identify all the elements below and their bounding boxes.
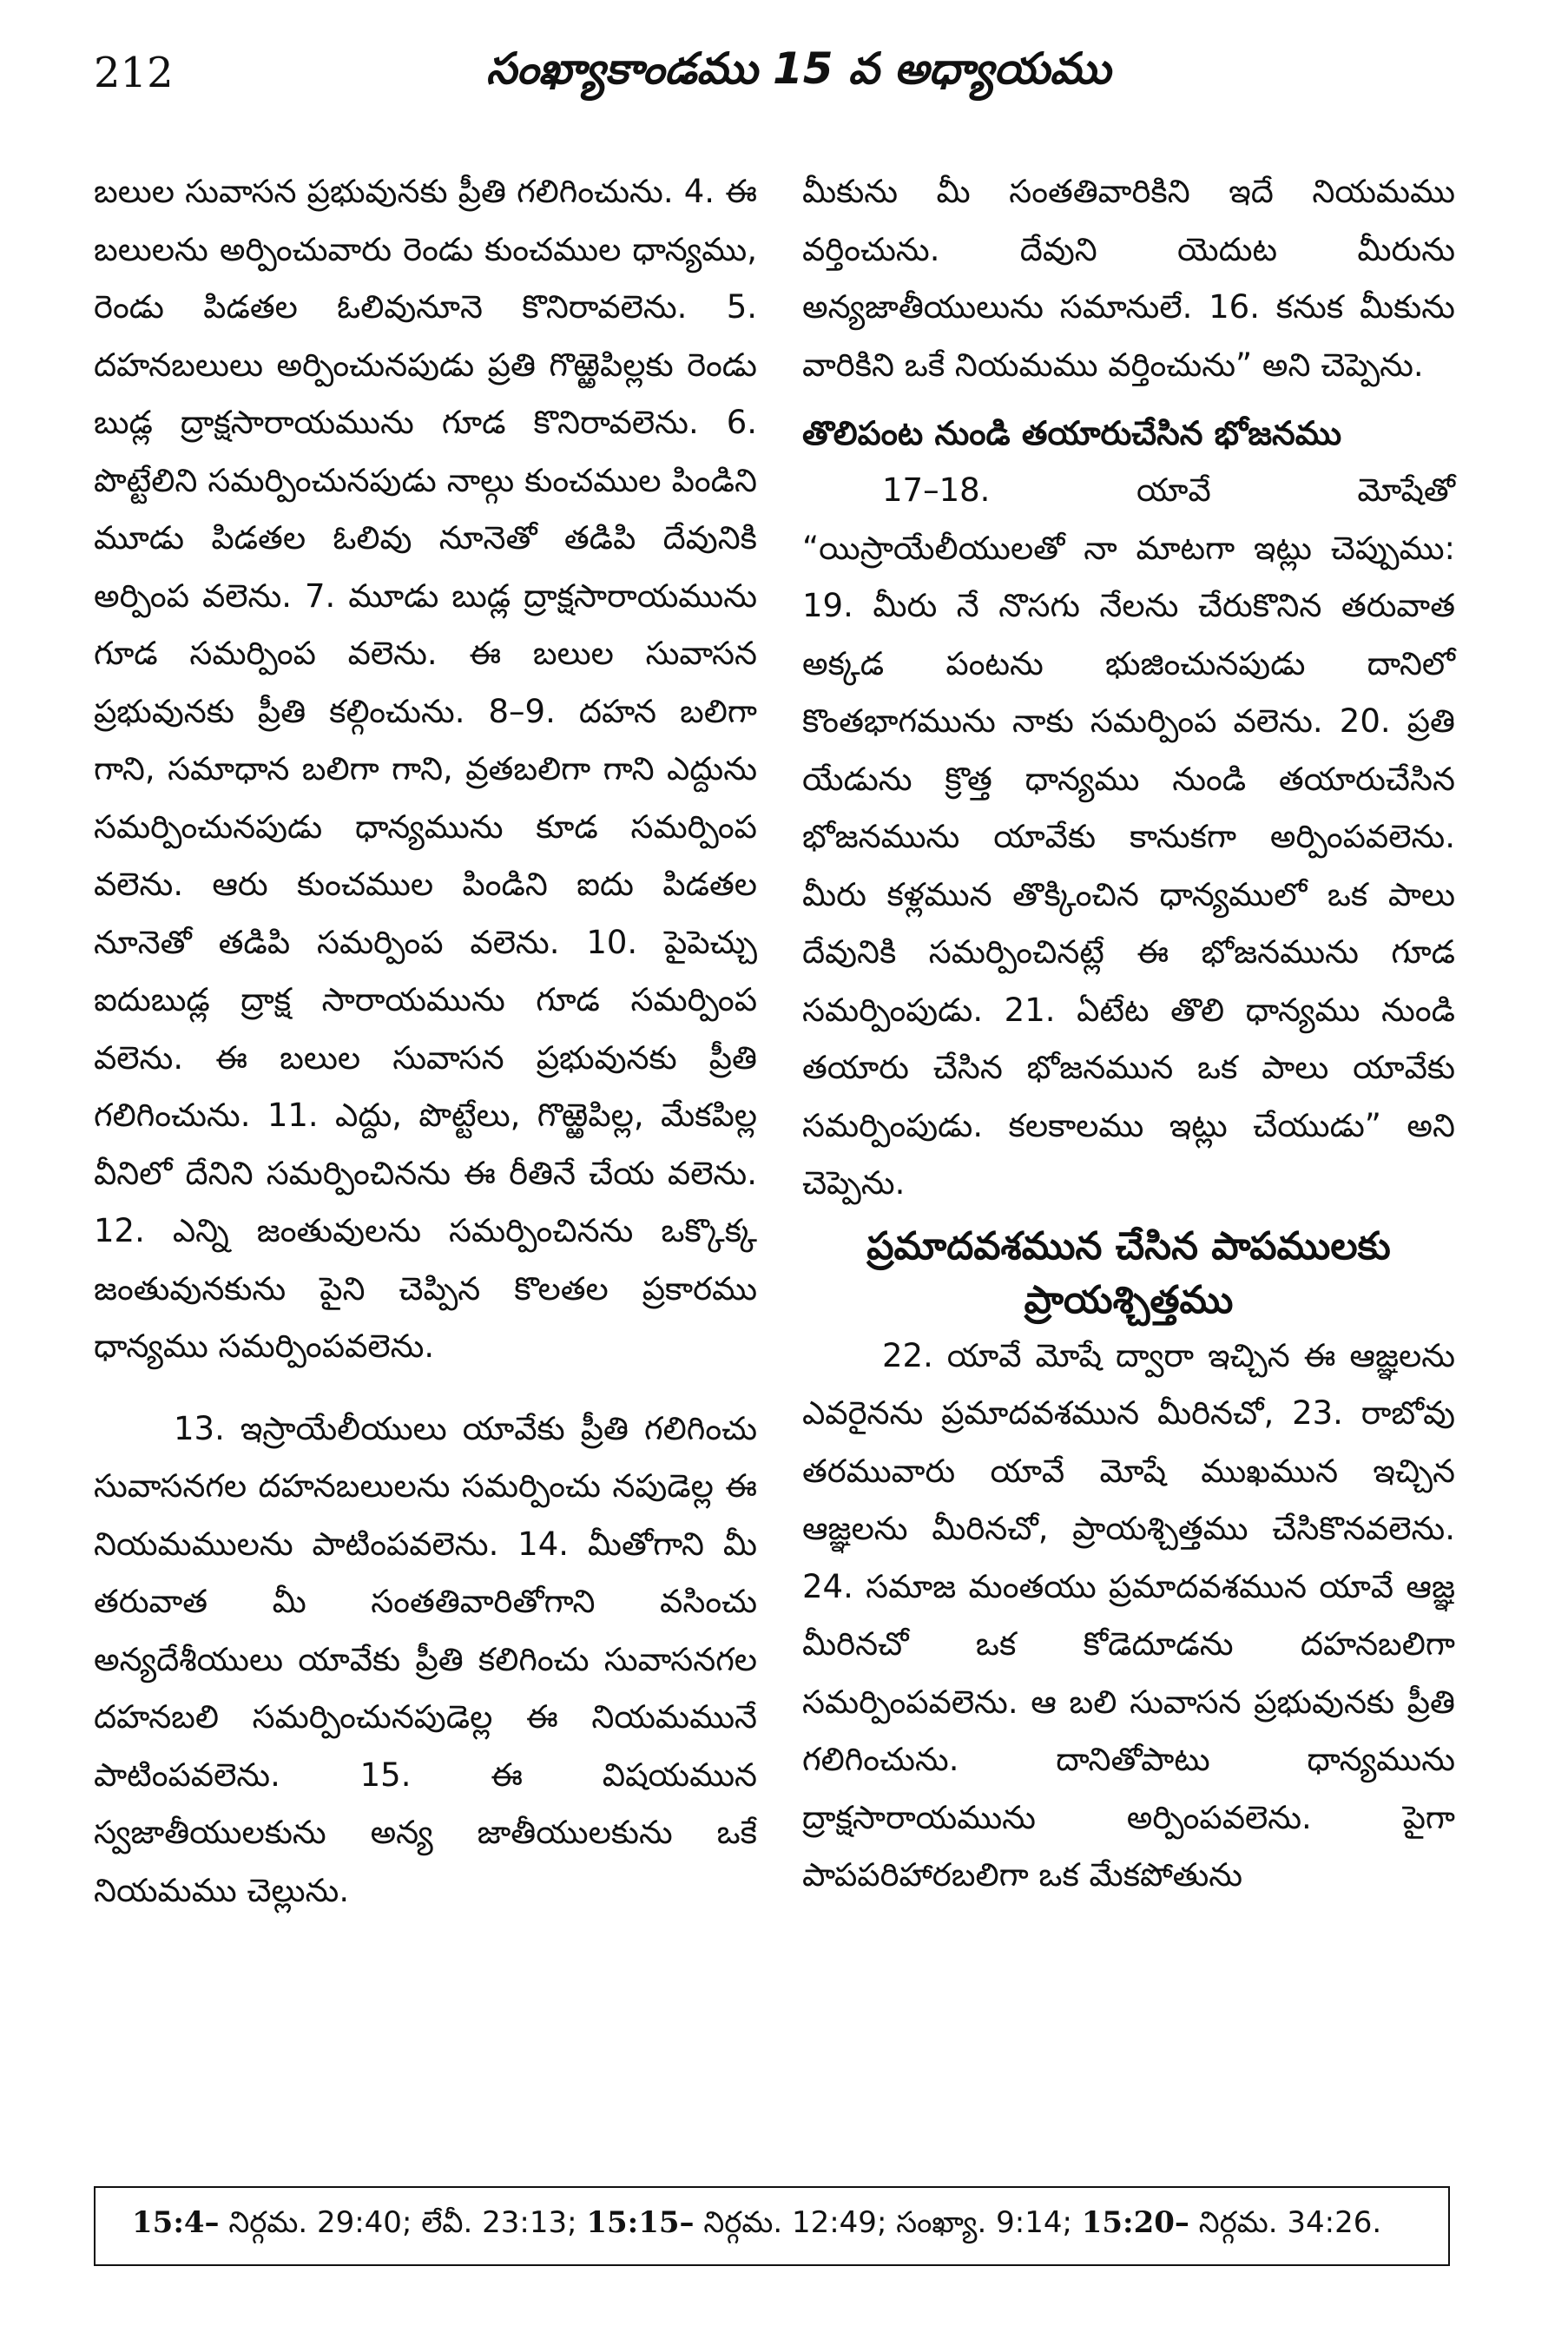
page-number: 212 <box>94 49 174 97</box>
right-paragraph-1: మీకును మీ సంతతివారికిని ఇదే నియమము వర్తించును. దేవుని యెదుట మీరును అన్యజాతీయులును సమానులే. 16. కనుక మీకును వారికిని ఒకే నియమము వర్తించును” అని చెప్పెను. <box>802 173 1455 384</box>
footnote-content <box>132 2205 1381 2247</box>
section-heading-atonement: ప్రమాదవశమున చేసిన పాపములకు ప్రాయశ్చిత్తము <box>866 1223 1391 1322</box>
right-paragraph-2: 17–18. యావే మోషేతో “యిస్రాయేలీయులతో నా మాటగా ఇట్లు చెప్పుము: 19. మీరు నే నొసగు నేలను చేరుకొనిన తరువాత అక్కడ పంటను భుజించునపుడు దానిలో కొంతభాగమును నాకు సమర్పింప వలెను. 20. ప్రతి యేడును క్రొత్త ధాన్యము నుండి తయారుచేసిన భోజనమును యావేకు కానుకగా అర్పింపవలెను. మీరు కళ్లమున తొక్కించిన ధాన్యములో ఒక పాలు దేవునికి సమర్పించినట్లే ఈ భోజనమును గూడ సమర్పింపుడు. 21. ఏటేట తొలి ధాన్యము నుండి తయారు చేసిన భోజనమున ఒక పాలు యావేకు సమర్పింపుడు. కలకాలము ఇట్లు చేయుడు” అని చెప్పెను. <box>802 471 1455 1202</box>
footnote-ref-2: 15:15– <box>586 2205 695 2240</box>
footnote-text-3: నిర్గమ. 34:26. <box>1189 2205 1382 2240</box>
right-column <box>802 163 1455 1905</box>
left-column <box>94 163 757 1920</box>
footnote-box <box>94 2186 1450 2266</box>
footnote-ref-1: 15:4– <box>132 2205 220 2240</box>
footnote-ref-3: 15:20– <box>1081 2205 1189 2240</box>
footnote-text-2: నిర్గమ. 12:49; సంఖ్యా. 9:14; <box>694 2205 1082 2240</box>
left-paragraph-1: బలుల సువాసన ప్రభువునకు ప్రీతి గలిగించును. 4. ఈ బలులను అర్పించువారు రెండు కుంచముల ధాన్యము, రెండు పిడతల ఓలివునూనె కొనిరావలెను. 5. దహనబలులు అర్పించునపుడు ప్రతి గొఱ్ఱెపిల్లకు రెండు బుడ్ల ద్రాక్షసారాయమును గూడ కొనిరావలెను. 6. పొట్టేలిని సమర్పించునపుడు నాల్గు కుంచముల పిండిని మూడు పిడతల ఓలివు నూనెతో తడిపి దేవునికి అర్పింప వలెను. 7. మూడు బుడ్ల ద్రాక్షసారాయమును గూడ సమర్పింప వలెను. ఈ బలుల సువాసన ప్రభువునకు ప్రీతి కల్గించును. 8–9. దహన బలిగా గాని, సమాధాన బలిగా గాని, వ్రతబలిగా గాని ఎద్దును సమర్పించునపుడు ధాన్యమును కూడ సమర్పింప వలెను. ఆరు కుంచముల పిండిని ఐదు పిడతల నూనెతో తడిపి సమర్పింప వలెను. 10. పైపెచ్చు ఐదుబుడ్ల ద్రాక్ష సారాయమును గూడ సమర్పింప వలెను. ఈ బలుల సువాసన ప్రభువునకు ప్రీతి గలిగించును. 11. ఎద్దు, పొట్టేలు, గొఱ్ఱెపిల్ల, మేకపిల్ల వీనిలో దేనిని సమర్పించినను ఈ రీతినే చేయ వలెను. 12. ఎన్ని జంతువులను సమర్పించినను ఒక్కొక్క జంతువునకును పైని చెప్పిన కొలతల ప్రకారము ధాన్యము సమర్పింపవలెను. <box>94 173 757 1365</box>
right-paragraph-3: 22. యావే మోషే ద్వారా ఇచ్చిన ఈ ఆజ్ఞలను ఎవరైనను ప్రమాదవశమున మీరినచో, 23. రాబోవు తరమువారు యావే మోషే ముఖమున ఇచ్చిన ఆజ్ఞలను మీరినచో, ప్రాయశ్చిత్తము చేసికొనవలెను. 24. సమాజ మంతయు ప్రమాదవశమున యావే ఆజ్ఞ మీరినచో ఒక కోడెదూడను దహనబలిగా సమర్పింపవలెను. ఆ బలి సువాసన ప్రభువునకు ప్రీతి గలిగించును. దానితోపాటు ధాన్యమును ద్రాక్షసారాయమును అర్పింపవలెను. పైగా పాపపరిహారబలిగా ఒక మేకపోతును <box>802 1336 1455 1894</box>
left-paragraph-2: 13. ఇస్రాయేలీయులు యావేకు ప్రీతి గలిగించు సువాసనగల దహనబలులను సమర్పించు నపుడెల్ల ఈ నియమములను పాటింపవలెను. 14. మీతోగాని మీ తరువాత మీ సంతతివారితోగాని వసించు అన్యదేశీయులు యావేకు ప్రీతి కలిగించు సువాసనగల దహనబలి సమర్పించునపుడెల్ల ఈ నియమమునే పాటింపవలెను. 15. ఈ విషయమున స్వజాతీయులకును అన్య జాతీయులకును ఒకే నియమము చెల్లును. <box>94 1409 757 1909</box>
running-title: సంఖ్యాకాండము 15 వ అధ్యాయము <box>486 43 1111 94</box>
subheading-first-fruits: తొలిపంట నుండి తయారుచేసిన భోజనము <box>802 414 1342 452</box>
footnote-text-1: నిర్గమ. 29:40; లేవీ. 23:13; <box>219 2205 587 2240</box>
